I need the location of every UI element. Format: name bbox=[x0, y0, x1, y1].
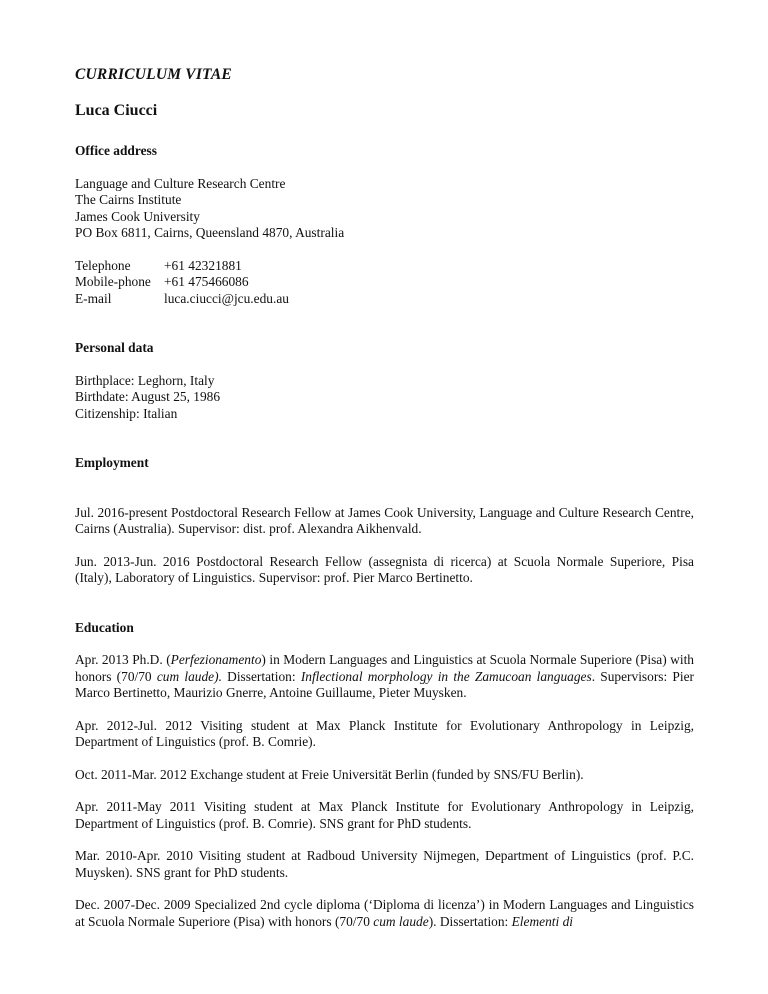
phd-dissertation-title: Inflectional morphology in the Zamucoan languages bbox=[300, 668, 592, 684]
contact-row-telephone bbox=[75, 258, 289, 275]
phd-text: . Supervisors: Pier Marco Bertinetto, Maurizio Gnerre, Antoine Guillaume, Pieter Muysken. bbox=[75, 668, 695, 700]
address-line: The Cairns Institute bbox=[75, 192, 182, 207]
diploma-text: Dec. 2007-Dec. 2009 Specialized 2nd cycle diploma (‘Diploma di licenza’) in Modern Languages and Linguistics at Scuola Normale Superiore (Pisa) with honors (70/70 bbox=[75, 897, 694, 929]
office-address-heading: Office address bbox=[75, 143, 157, 158]
phd-italic-honors: cum laude). bbox=[156, 668, 222, 684]
phd-text: Dissertation: bbox=[221, 668, 301, 684]
birthdate: Birthdate: August 25, 1986 bbox=[75, 389, 221, 404]
contact-label: Telephone bbox=[75, 257, 131, 273]
office-address bbox=[75, 176, 694, 242]
education-entry: Apr. 2012-Jul. 2012 Visiting student at Max Planck Institute for Evolutionary Anthropology in Leipzig, Department of Linguistics (prof. B. Comrie). bbox=[75, 717, 694, 749]
contact-value: +61 475466086 bbox=[164, 274, 249, 289]
employment-entry: Jun. 2013-Jun. 2016 Postdoctoral Research Fellow (assegnista di ricerca) at Scuola Normale Superiore, Pisa (Italy), Laboratory of Linguistics. Supervisor: prof. Pier Marco Bertinetto. bbox=[75, 553, 694, 585]
diploma-italic-honors: cum laude bbox=[373, 913, 429, 929]
phd-italic-term: Perfezionamento bbox=[170, 652, 262, 667]
employment-entry: Jul. 2016-present Postdoctoral Research Fellow at James Cook University, Language and Culture Research Centre, Cairns (Australia). Supervisor: dist. prof. Alexandra Aikhenvald. bbox=[75, 504, 694, 536]
email-link[interactable]: luca.ciucci@jcu.edu.au bbox=[164, 290, 289, 306]
phd-text: ) in Modern Languages and Linguistics at Scuola Normale Superiore (Pisa) with honors (70/70 bbox=[75, 652, 694, 684]
contact-row-mobile bbox=[75, 274, 289, 291]
document-title: CURRICULUM VITAE bbox=[75, 66, 232, 83]
education-entry: Oct. 2011-Mar. 2012 Exchange student at Freie Universität Berlin (funded by SNS/FU Berlin). bbox=[75, 766, 584, 782]
citizenship: Citizenship: Italian bbox=[75, 405, 178, 421]
contact-label: Mobile-phone bbox=[75, 274, 151, 289]
address-line: PO Box 6811, Cairns, Queensland 4870, Australia bbox=[75, 225, 345, 240]
phd-text: Apr. 2013 Ph.D. ( bbox=[75, 652, 171, 667]
personal-data-heading: Personal data bbox=[75, 340, 154, 355]
diploma-dissertation-title: Elementi di bbox=[511, 913, 573, 929]
contact-table bbox=[75, 258, 289, 308]
education-entry: Mar. 2010-Apr. 2010 Visiting student at Radboud University Nijmegen, Department of Linguistics (prof. P.C. Muysken). SNS grant for PhD students. bbox=[75, 848, 694, 880]
person-name: Luca Ciucci bbox=[75, 101, 158, 119]
address-line: James Cook University bbox=[75, 208, 200, 224]
contact-label: E-mail bbox=[75, 290, 112, 306]
education-entry: Apr. 2011-May 2011 Visiting student at Max Planck Institute for Evolutionary Anthropology in Leipzig, Department of Linguistics (prof. B. Comrie). SNS grant for PhD students. bbox=[75, 799, 694, 831]
personal-data bbox=[75, 373, 694, 423]
birthplace: Birthplace: Leghorn, Italy bbox=[75, 372, 215, 388]
cv-page bbox=[75, 67, 694, 930]
employment-heading: Employment bbox=[75, 455, 149, 470]
education-entry-diploma bbox=[75, 897, 694, 930]
education-heading: Education bbox=[75, 619, 134, 635]
education-entry-phd bbox=[75, 652, 694, 702]
address-line: Language and Culture Research Centre bbox=[75, 175, 286, 191]
contact-value: +61 42321881 bbox=[164, 257, 242, 273]
contact-row-email bbox=[75, 291, 289, 308]
diploma-text: ). Dissertation: bbox=[428, 913, 512, 929]
